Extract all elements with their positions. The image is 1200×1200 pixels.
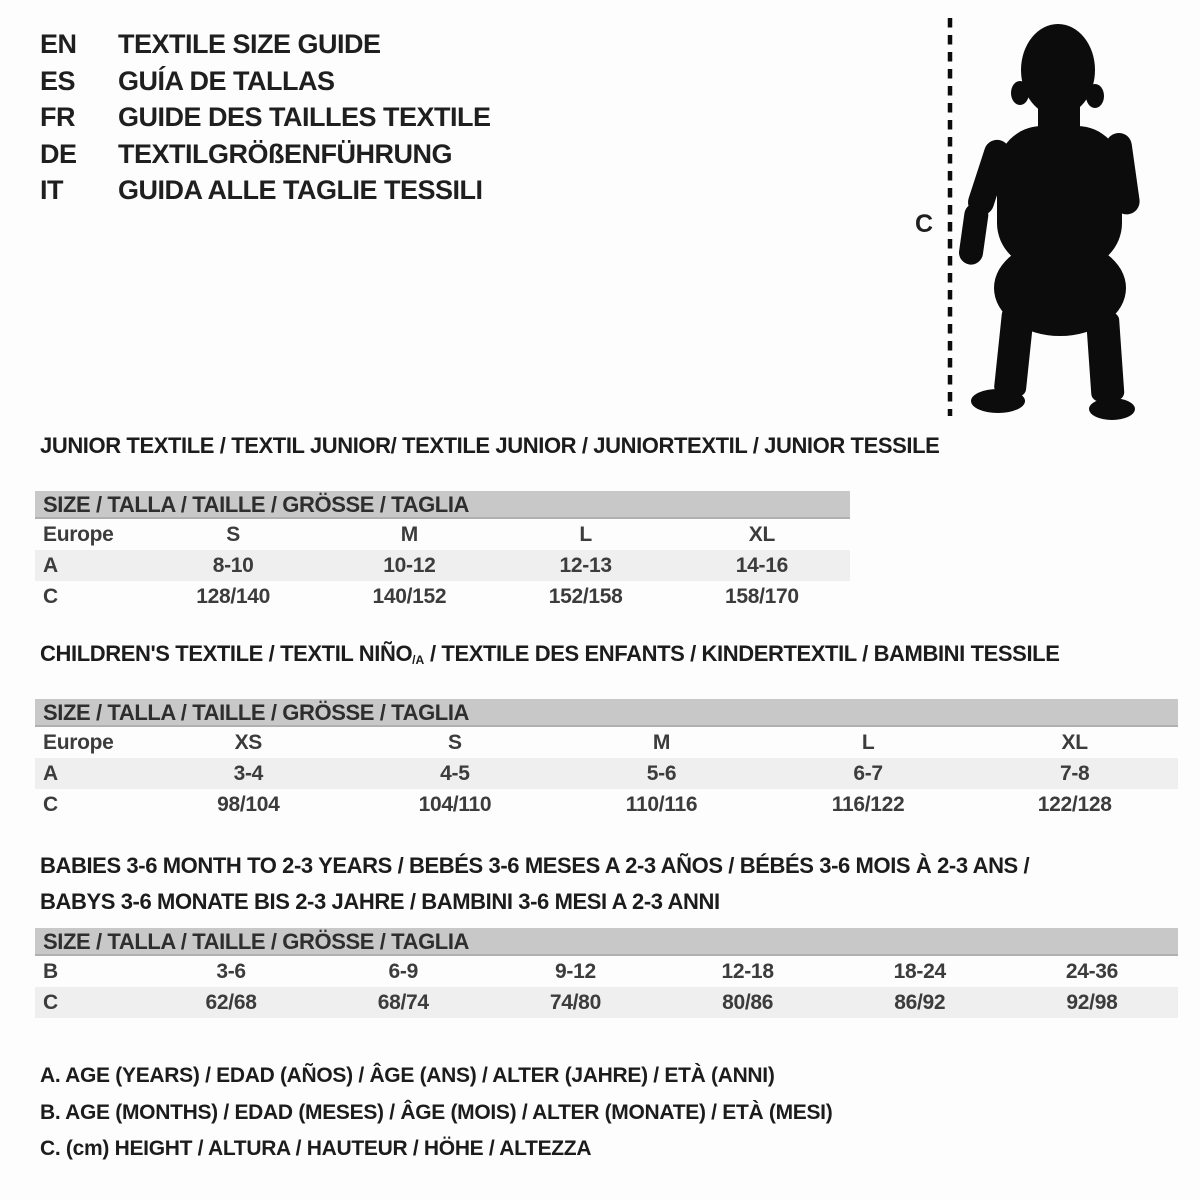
- size-cell: 62/68: [205, 991, 257, 1014]
- table-row: [35, 550, 850, 581]
- size-header-label: SIZE / TALLA / TAILLE / GRÖSSE / TAGLIA: [43, 929, 470, 954]
- table-row: [35, 956, 1178, 987]
- row-label: B: [43, 960, 58, 983]
- height-figure: [890, 10, 1150, 430]
- language-row: [40, 26, 491, 63]
- measure-legend: [40, 1058, 832, 1168]
- size-cell: 122/128: [1037, 793, 1112, 817]
- row-label: C: [43, 793, 58, 817]
- size-cell: 92/98: [1066, 991, 1118, 1014]
- row-label: Europe: [43, 731, 114, 755]
- table-row: [35, 519, 850, 550]
- size-cell: XL: [748, 523, 775, 547]
- size-cell: 116/122: [831, 793, 905, 817]
- table-row: [35, 727, 1178, 758]
- size-cell: XS: [234, 731, 262, 755]
- language-list: [40, 26, 491, 209]
- children-table-title: [35, 641, 1178, 673]
- size-cell: 24-36: [1065, 960, 1119, 983]
- size-cell: 104/110: [418, 793, 492, 817]
- size-cell: 14-16: [735, 554, 788, 578]
- size-cell: M: [652, 731, 671, 755]
- language-title: GUIDE DES TAILLES TEXTILE: [118, 102, 491, 132]
- junior-table-rows: [35, 519, 850, 612]
- size-cell: L: [579, 523, 592, 547]
- row-label: A: [43, 554, 58, 578]
- size-cell: 10-12: [383, 554, 436, 578]
- legend-line: A. AGE (YEARS) / EDAD (AÑOS) / ÂGE (ANS) / ALTER (JAHRE) / ETÀ (ANNI): [40, 1064, 775, 1087]
- size-cell: 9-12: [555, 960, 596, 983]
- junior-textile-section: [35, 433, 940, 612]
- size-cell: 8-10: [212, 554, 254, 578]
- size-header-bar: [35, 699, 1178, 727]
- language-title: GUÍA DE TALLAS: [118, 65, 335, 96]
- language-code: ES: [40, 65, 76, 96]
- babies-table-rows: [35, 956, 1178, 1018]
- row-label: C: [43, 991, 58, 1014]
- height-measure-label: C: [915, 210, 933, 238]
- size-cell: L: [861, 731, 875, 755]
- language-title: TEXTILGRÖßENFÜHRUNG: [118, 138, 452, 169]
- title-text: BABYS 3-6 MONATE BIS 2-3 JAHRE / BAMBINI 3-6 MESI A 2-3 ANNI: [40, 889, 720, 914]
- language-code: FR: [40, 102, 75, 132]
- table-row: [35, 758, 1178, 789]
- size-cell: 7-8: [1059, 762, 1090, 786]
- title-text: / TEXTILE DES ENFANTS / KINDERTEXTIL / BAMBINI TESSILE: [424, 641, 1060, 666]
- size-cell: 152/158: [548, 585, 623, 609]
- children-table-rows: [35, 727, 1178, 820]
- title-subscript: /A: [412, 653, 425, 668]
- language-code: DE: [40, 138, 77, 169]
- table-row: [35, 581, 850, 612]
- size-cell: 68/74: [377, 991, 429, 1014]
- language-title: GUIDA ALLE TAGLIE TESSILI: [118, 175, 483, 205]
- size-header-bar: [35, 928, 1178, 956]
- size-cell: 6-7: [853, 762, 883, 786]
- row-label: Europe: [43, 523, 114, 547]
- size-cell: 128/140: [196, 585, 271, 609]
- table-row: [35, 789, 1178, 820]
- size-header-label: SIZE / TALLA / TAILLE / GRÖSSE / TAGLIA: [43, 700, 470, 726]
- babies-table-title-line2: [35, 884, 1178, 920]
- size-cell: 12-13: [559, 554, 612, 578]
- legend-line: C. (cm) HEIGHT / ALTURA / HAUTEUR / HÖHE / ALTEZZA: [40, 1137, 592, 1160]
- language-code: EN: [40, 29, 77, 59]
- language-row: [40, 63, 491, 100]
- language-title: TEXTILE SIZE GUIDE: [118, 29, 381, 59]
- toddler-shape: [957, 24, 1141, 420]
- title-text: BABIES 3-6 MONTH TO 2-3 YEARS / BEBÉS 3-6 MESES A 2-3 AÑOS / BÉBÉS 3-6 MOIS À 2-3 ANS /: [40, 853, 1030, 878]
- size-cell: 6-9: [388, 960, 418, 983]
- language-row: [40, 99, 491, 136]
- size-header-bar: [35, 491, 850, 519]
- language-row: [40, 172, 491, 209]
- legend-line: B. AGE (MONTHS) / EDAD (MESES) / ÂGE (MOIS) / ALTER (MONATE) / ETÀ (MESI): [40, 1100, 833, 1124]
- babies-table-title-line1: [35, 848, 1178, 884]
- row-label: C: [43, 585, 58, 609]
- size-cell: 3-6: [216, 960, 246, 983]
- language-code: IT: [40, 175, 63, 205]
- size-cell: 4-5: [440, 762, 470, 786]
- size-cell: 3-4: [233, 762, 264, 786]
- size-header-label: SIZE / TALLA / TAILLE / GRÖSSE / TAGLIA: [43, 492, 470, 518]
- size-cell: 158/170: [724, 585, 799, 609]
- children-textile-section: [35, 641, 1178, 820]
- title-text: JUNIOR TEXTILE / TEXTIL JUNIOR/ TEXTILE JUNIOR / JUNIORTEXTIL / JUNIOR TESSILE: [40, 433, 940, 458]
- size-cell: 12-18: [721, 960, 774, 983]
- language-row: [40, 136, 491, 173]
- size-cell: 18-24: [893, 960, 946, 983]
- size-cell: 86/92: [894, 991, 946, 1014]
- size-cell: XL: [1061, 731, 1088, 755]
- size-cell: 98/104: [217, 793, 280, 817]
- junior-table-title: [35, 433, 940, 465]
- row-label: A: [43, 762, 58, 786]
- size-cell: 74/80: [549, 991, 601, 1014]
- table-row: [35, 987, 1178, 1018]
- size-cell: 5-6: [646, 762, 677, 786]
- size-cell: S: [448, 731, 462, 755]
- size-cell: 110/116: [625, 793, 698, 817]
- size-cell: 140/152: [372, 585, 447, 609]
- size-cell: M: [400, 523, 418, 547]
- size-cell: 80/86: [722, 991, 774, 1014]
- size-cell: S: [226, 523, 240, 547]
- title-text: CHILDREN'S TEXTILE / TEXTIL NIÑO: [40, 641, 413, 666]
- babies-textile-section: [35, 848, 1178, 1018]
